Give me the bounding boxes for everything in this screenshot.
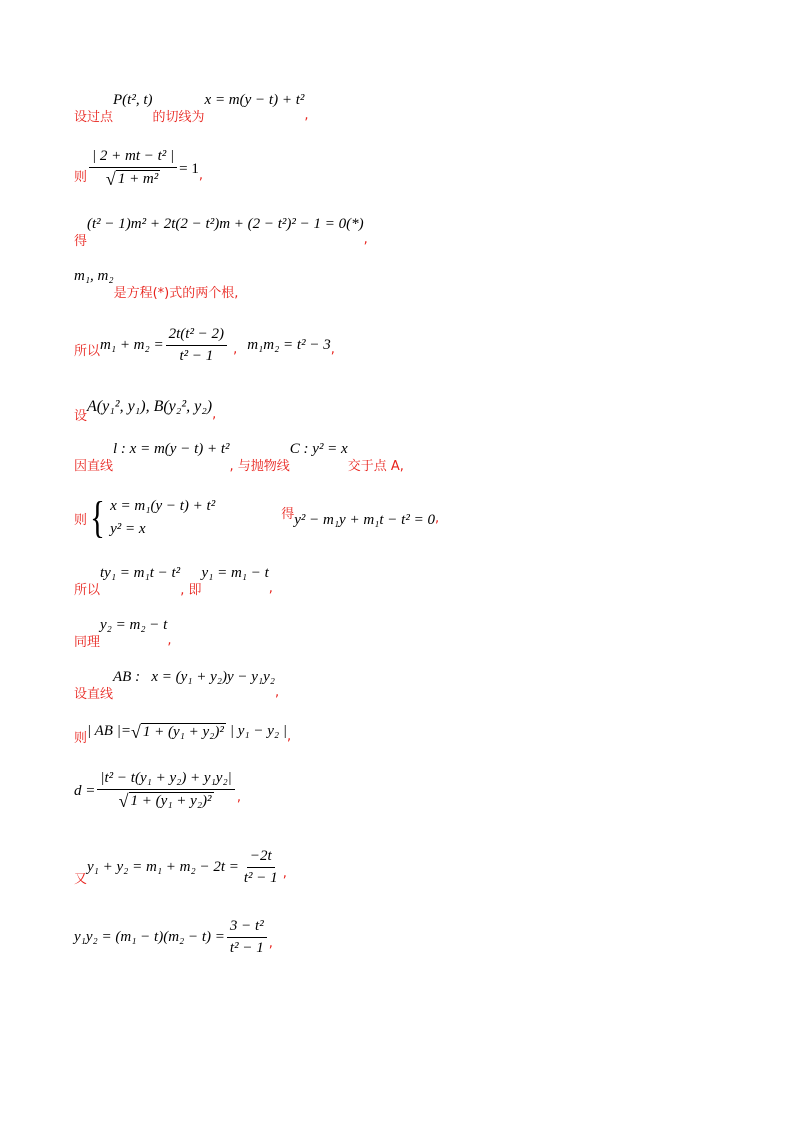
line-6	[74, 397, 217, 424]
math-quadratic-in-m: (t² − 1)m² + 2t(2 − t²)m + (2 − t²)² − 1 = 0(*)	[87, 216, 364, 232]
line-15	[74, 918, 273, 957]
lhs: y₁ + y₂ = m₁ + m₂ − 2t =	[87, 859, 239, 875]
sqrt-argument: 1 + m²	[117, 171, 159, 187]
line-4	[74, 268, 239, 301]
line-8	[74, 493, 440, 542]
text-roots-of-equation: 是方程(*)式的两个根,	[113, 286, 239, 301]
text-ze: 则	[74, 169, 88, 185]
text-with-parabola: , 与抛物线	[229, 459, 290, 474]
radical-sign: √	[105, 169, 116, 189]
text-de: 得	[74, 234, 88, 249]
fraction	[89, 148, 177, 190]
sqrt	[119, 792, 214, 810]
text-tangent-is: 的切线为	[152, 110, 205, 125]
lhs: d =	[74, 782, 96, 799]
text-you: 又	[74, 872, 88, 887]
line-12	[74, 721, 292, 746]
math-vieta-sum	[100, 326, 229, 365]
fraction-numerator: |t² − t(y₁ + y₂) + y₁y₂|	[97, 770, 234, 790]
lhs: y₁y₂ = (m₁ − t)(m₂ − t) =	[74, 929, 225, 945]
math-distance-d	[74, 770, 237, 812]
equation-system	[87, 493, 216, 542]
fraction-numerator: 2t(t² − 2)	[166, 326, 227, 346]
punct: ,	[330, 342, 335, 357]
text-she-zhixian: 设直线	[74, 687, 114, 702]
fraction-numerator: −2t	[247, 848, 275, 868]
line-3	[74, 216, 368, 249]
math-point-p: P(t², t)	[113, 92, 153, 108]
system-row-2: y² = x	[110, 521, 146, 537]
separator: ,	[233, 342, 238, 357]
punct: ,	[363, 232, 368, 247]
punct: ,	[268, 936, 273, 951]
fraction-denominator	[116, 790, 217, 812]
math-y-product	[74, 918, 269, 957]
punct: ,	[275, 685, 280, 700]
punct: ,	[167, 633, 172, 648]
text-ze: 则	[74, 512, 88, 528]
text-suoyi: 所以	[74, 344, 101, 359]
system-row-1: x = m₁(y − t) + t²	[110, 498, 216, 514]
math-y1: y₁ = m₁ − t	[201, 565, 269, 581]
system-rows	[110, 498, 215, 538]
line-7	[74, 441, 404, 474]
math-line-l: l : x = m(y − t) + t²	[113, 441, 230, 457]
line-9	[74, 565, 273, 598]
fraction	[97, 770, 234, 812]
left-brace: {	[90, 493, 105, 542]
rhs: = 1	[179, 160, 199, 177]
line-5	[74, 326, 335, 365]
math-line-ab: AB : x = (y₁ + y₂)y − y₁y₂	[113, 669, 275, 685]
text-ze: 则	[74, 731, 88, 746]
punct: ,	[268, 581, 273, 596]
sqrt-argument: 1 + (y₁ + y₂)²	[142, 723, 224, 740]
math-ab-length	[87, 723, 287, 741]
math-roots: m₁, m₂	[74, 268, 114, 284]
rhs: | y₁ − y₂ |	[229, 723, 287, 739]
punct: ,	[282, 866, 287, 881]
math-y-sum	[87, 848, 283, 887]
text-she: 设	[74, 409, 88, 424]
lhs: | AB |=	[87, 723, 131, 739]
math-parabola-c: C : y² = x	[289, 441, 348, 457]
line-13	[74, 770, 241, 812]
punct: ,	[198, 167, 204, 183]
line-14	[74, 848, 287, 887]
sqrt-argument: 1 + (y₁ + y₂)²	[130, 793, 212, 809]
punct: ,	[236, 789, 241, 805]
line-1	[74, 92, 309, 125]
fraction-denominator: t² − 1	[179, 348, 214, 364]
radical-sign: √	[130, 721, 141, 742]
fraction	[241, 848, 281, 887]
text-intersect-at-a: 交于点 A,	[347, 459, 404, 474]
fraction	[227, 918, 267, 957]
text-tongli: 同理	[74, 635, 101, 650]
sqrt	[131, 723, 226, 741]
math-ty1: ty₁ = m₁t − t²	[100, 565, 181, 581]
punct: ,	[212, 407, 217, 422]
fraction-denominator: t² − 1	[243, 870, 278, 886]
math-vieta-product: m₁m₂ = t² − 3	[247, 337, 331, 353]
fraction-denominator: t² − 1	[229, 940, 264, 956]
line-10	[74, 617, 172, 650]
math-distance-eq	[87, 148, 199, 190]
fraction	[166, 326, 227, 365]
math-quadratic-in-y: y² − m₁y + m₁t − t² = 0	[294, 511, 435, 528]
fraction-numerator: 3 − t²	[227, 918, 267, 938]
fraction-denominator	[103, 168, 163, 190]
line-2	[74, 148, 203, 190]
text-she-guo-dian: 设过点	[74, 110, 114, 125]
math-y2: y₂ = m₂ − t	[100, 617, 168, 633]
text-ji: , 即	[180, 583, 202, 598]
fraction-numerator: | 2 + mt − t² |	[89, 148, 177, 168]
radical-sign: √	[118, 791, 129, 811]
punct: ,	[286, 729, 292, 744]
sqrt	[106, 170, 160, 188]
punct: ,	[434, 510, 440, 526]
text-suoyi: 所以	[74, 583, 101, 598]
text-yin-zhixian: 因直线	[74, 459, 114, 474]
punct: ,	[304, 108, 309, 123]
line-11	[74, 669, 280, 702]
lhs: m₁ + m₂ =	[100, 337, 164, 353]
math-tangent-line: x = m(y − t) + t²	[204, 92, 305, 108]
math-points-ab: A(y₁², y₁), B(y₂², y₂)	[87, 397, 213, 415]
text-de: 得	[281, 506, 295, 522]
